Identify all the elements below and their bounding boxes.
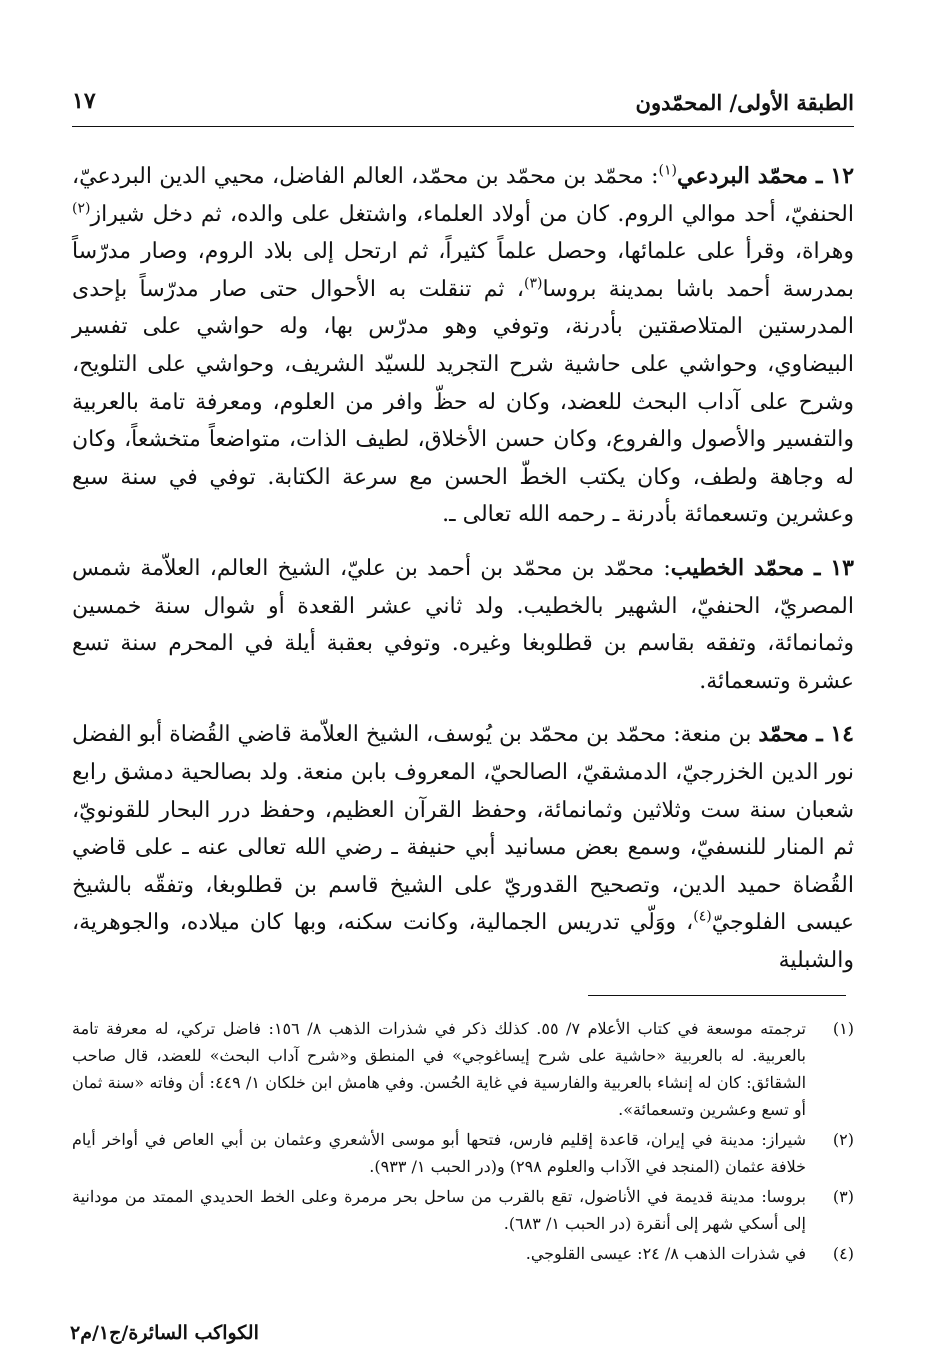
- entry-text: : محمّد بن محمّد بن محمّد، العالم الفاضل، محيي الدين البردعيّ، الحنفيّ، أحد موالي الروم. كان من أولاد العلماء، واشتغل على والده، ثم دخل شيراز: [72, 164, 854, 227]
- footnote-number: (١): [832, 1019, 854, 1038]
- main-text: [72, 158, 854, 979]
- running-title: الطبقة الأولى/ المحمّدون: [635, 90, 854, 115]
- footnote: [72, 1183, 854, 1237]
- entry-heading: ١٤ ـ محمّد: [758, 721, 854, 748]
- footnote-ref: (٤): [693, 908, 712, 925]
- footnote-number: (٣): [832, 1187, 854, 1206]
- footnote-ref: (١): [658, 162, 677, 179]
- footnote-number: (٢): [832, 1130, 854, 1149]
- entry-text: وهراة، وقرأ على علمائها، وحصل علماً كثيراً، ثم ارتحل إلى بلاد الروم، وصار مدرّساً بمدرسة أحمد باشا بمدينة بروسا: [72, 239, 854, 302]
- page-number: ١٧: [72, 88, 96, 114]
- footnote-text: شيراز: مدينة في إيران، قاعدة إقليم فارس، فتحها أبو موسى الأشعري وعثمان بن أبي العاص في أواخر أيام خلافة عثمان (المنجد في الآداب والعلوم ٢٩٨) و(در الحبب ١/ ٩٣٣).: [72, 1130, 806, 1176]
- footnote-text: في شذرات الذهب ٨/ ٢٤: عيسى القلوجي.: [525, 1244, 806, 1263]
- footnotes: [72, 1015, 854, 1270]
- footnote-number: (٤): [832, 1244, 854, 1263]
- entry-heading: ١٢ ـ محمّد البردعي: [676, 163, 855, 189]
- footnote-text: بروسا: مدينة قديمة في الأناضول، تقع بالقرب من ساحل بحر مرمرة وعلى الخط الحديدي الممتد من مودانية إلى أسكي شهر إلى أنقرة (در الحبب ١/ ٦٨٣).: [72, 1187, 806, 1233]
- entry-heading: ١٣ ـ محمّد الخطيب: [670, 554, 854, 581]
- entry-text: ، ثم تنقلت به الأحوال حتى صار مدرّساً بإحدى المدرستين المتلاصقتين بأدرنة، وتوفي وهو مدرّس بها، وله حواشي على تفسير البيضاوي، وحواشي على حاشية شرح التجريد للسيّد الشريف، وحواشي على التلويح، وشرح على آداب البحث للعضد، وكان له حظّ وافر من العلوم، ومعرفة تامة بالعربية والتفسير والأصول والفروع، وكان حسن الأخلاق، لطيف الذات، متواضعاً متخشعاً، وكان له وجاهة ولطف، وكان يكتب الخطّ الحسن مع سرعة الكتابة. توفي في سنة سبع وعشرين وتسعمائة بأدرنة ـ رحمه الله تعالى ـ.: [72, 276, 854, 528]
- entry-text: : محمّد بن محمّد بن يُوسف، الشيخ العلاّمة قاضي القُضاة أبو الفضل نور الدين الخزرجيّ، الدمشقيّ، الصالحيّ، المعروف بابن منعة. ولد بصالحية دمشق رابع شعبان سنة ست وثلاثين وثمانمائة، وحفظ القرآن العظيم، وحفظ درر البحار للقونويّ، ثم المنار للنسفيّ، وسمع بعض مسانيد أبي حنيفة ـ رضي الله تعالى عنه ـ على قاضي القُضاة حميد الدين، وتصحيح القدوريّ على الشيخ قاسم بن قطلوبغا، وتفقّه بالشيخ عيسى الفلوجيّ: [72, 722, 854, 936]
- entry-14: [72, 716, 854, 979]
- footnote-ref: (٢): [72, 200, 91, 217]
- entry-heading-rest: بن منعة: [680, 722, 759, 748]
- signature-mark: الكواكب السائرة/ج١/م٢: [70, 1322, 259, 1344]
- entry-13: [72, 550, 854, 700]
- footnote: [72, 1126, 854, 1180]
- entry-text: : محمّد بن محمّد بن أحمد بن عليّ، الشيخ العالم، العلاّمة شمس المصريّ، الحنفيّ، الشهير بالخطيب. ولد ثاني عشر القعدة أو شوال سنة خمسين وثمانمائة، وتفقه بقاسم بن قطلوبغا وغيره. وتوفي بعقبة أيلة في المحرم سنة تسع عشرة وتسعمائة.: [72, 555, 854, 694]
- footnote: [72, 1015, 854, 1123]
- footnote-ref: (٣): [523, 275, 543, 292]
- page-header: [72, 86, 854, 127]
- footnote-text: ترجمته موسعة في كتاب الأعلام ٧/ ٥٥. كذلك ذكر في شذرات الذهب ٨/ ١٥٦: فاضل تركي، له معرفة تامة بالعربية. له بالعربية «حاشية على شرح إيساغوجي» في المنطق و«شرح آداب البحث» للعضد، قال صاحب الشقائق: كان له إنشاء بالعربية والفارسية في غاية الحُسن. وفي هامش ابن خلكان ١/ ٤٤٩: أن وفاته «سنة ثمان أو تسع وعشرين وتسعمائة».: [72, 1019, 807, 1119]
- entry-text: ، ووَلّي تدريس الجمالية، وكانت سكنه، وبها كان ميلاده، والجوهرية، والشبلية: [72, 910, 854, 973]
- footnote-divider: [588, 995, 846, 996]
- footnote: [72, 1240, 854, 1267]
- entry-12: [72, 158, 854, 534]
